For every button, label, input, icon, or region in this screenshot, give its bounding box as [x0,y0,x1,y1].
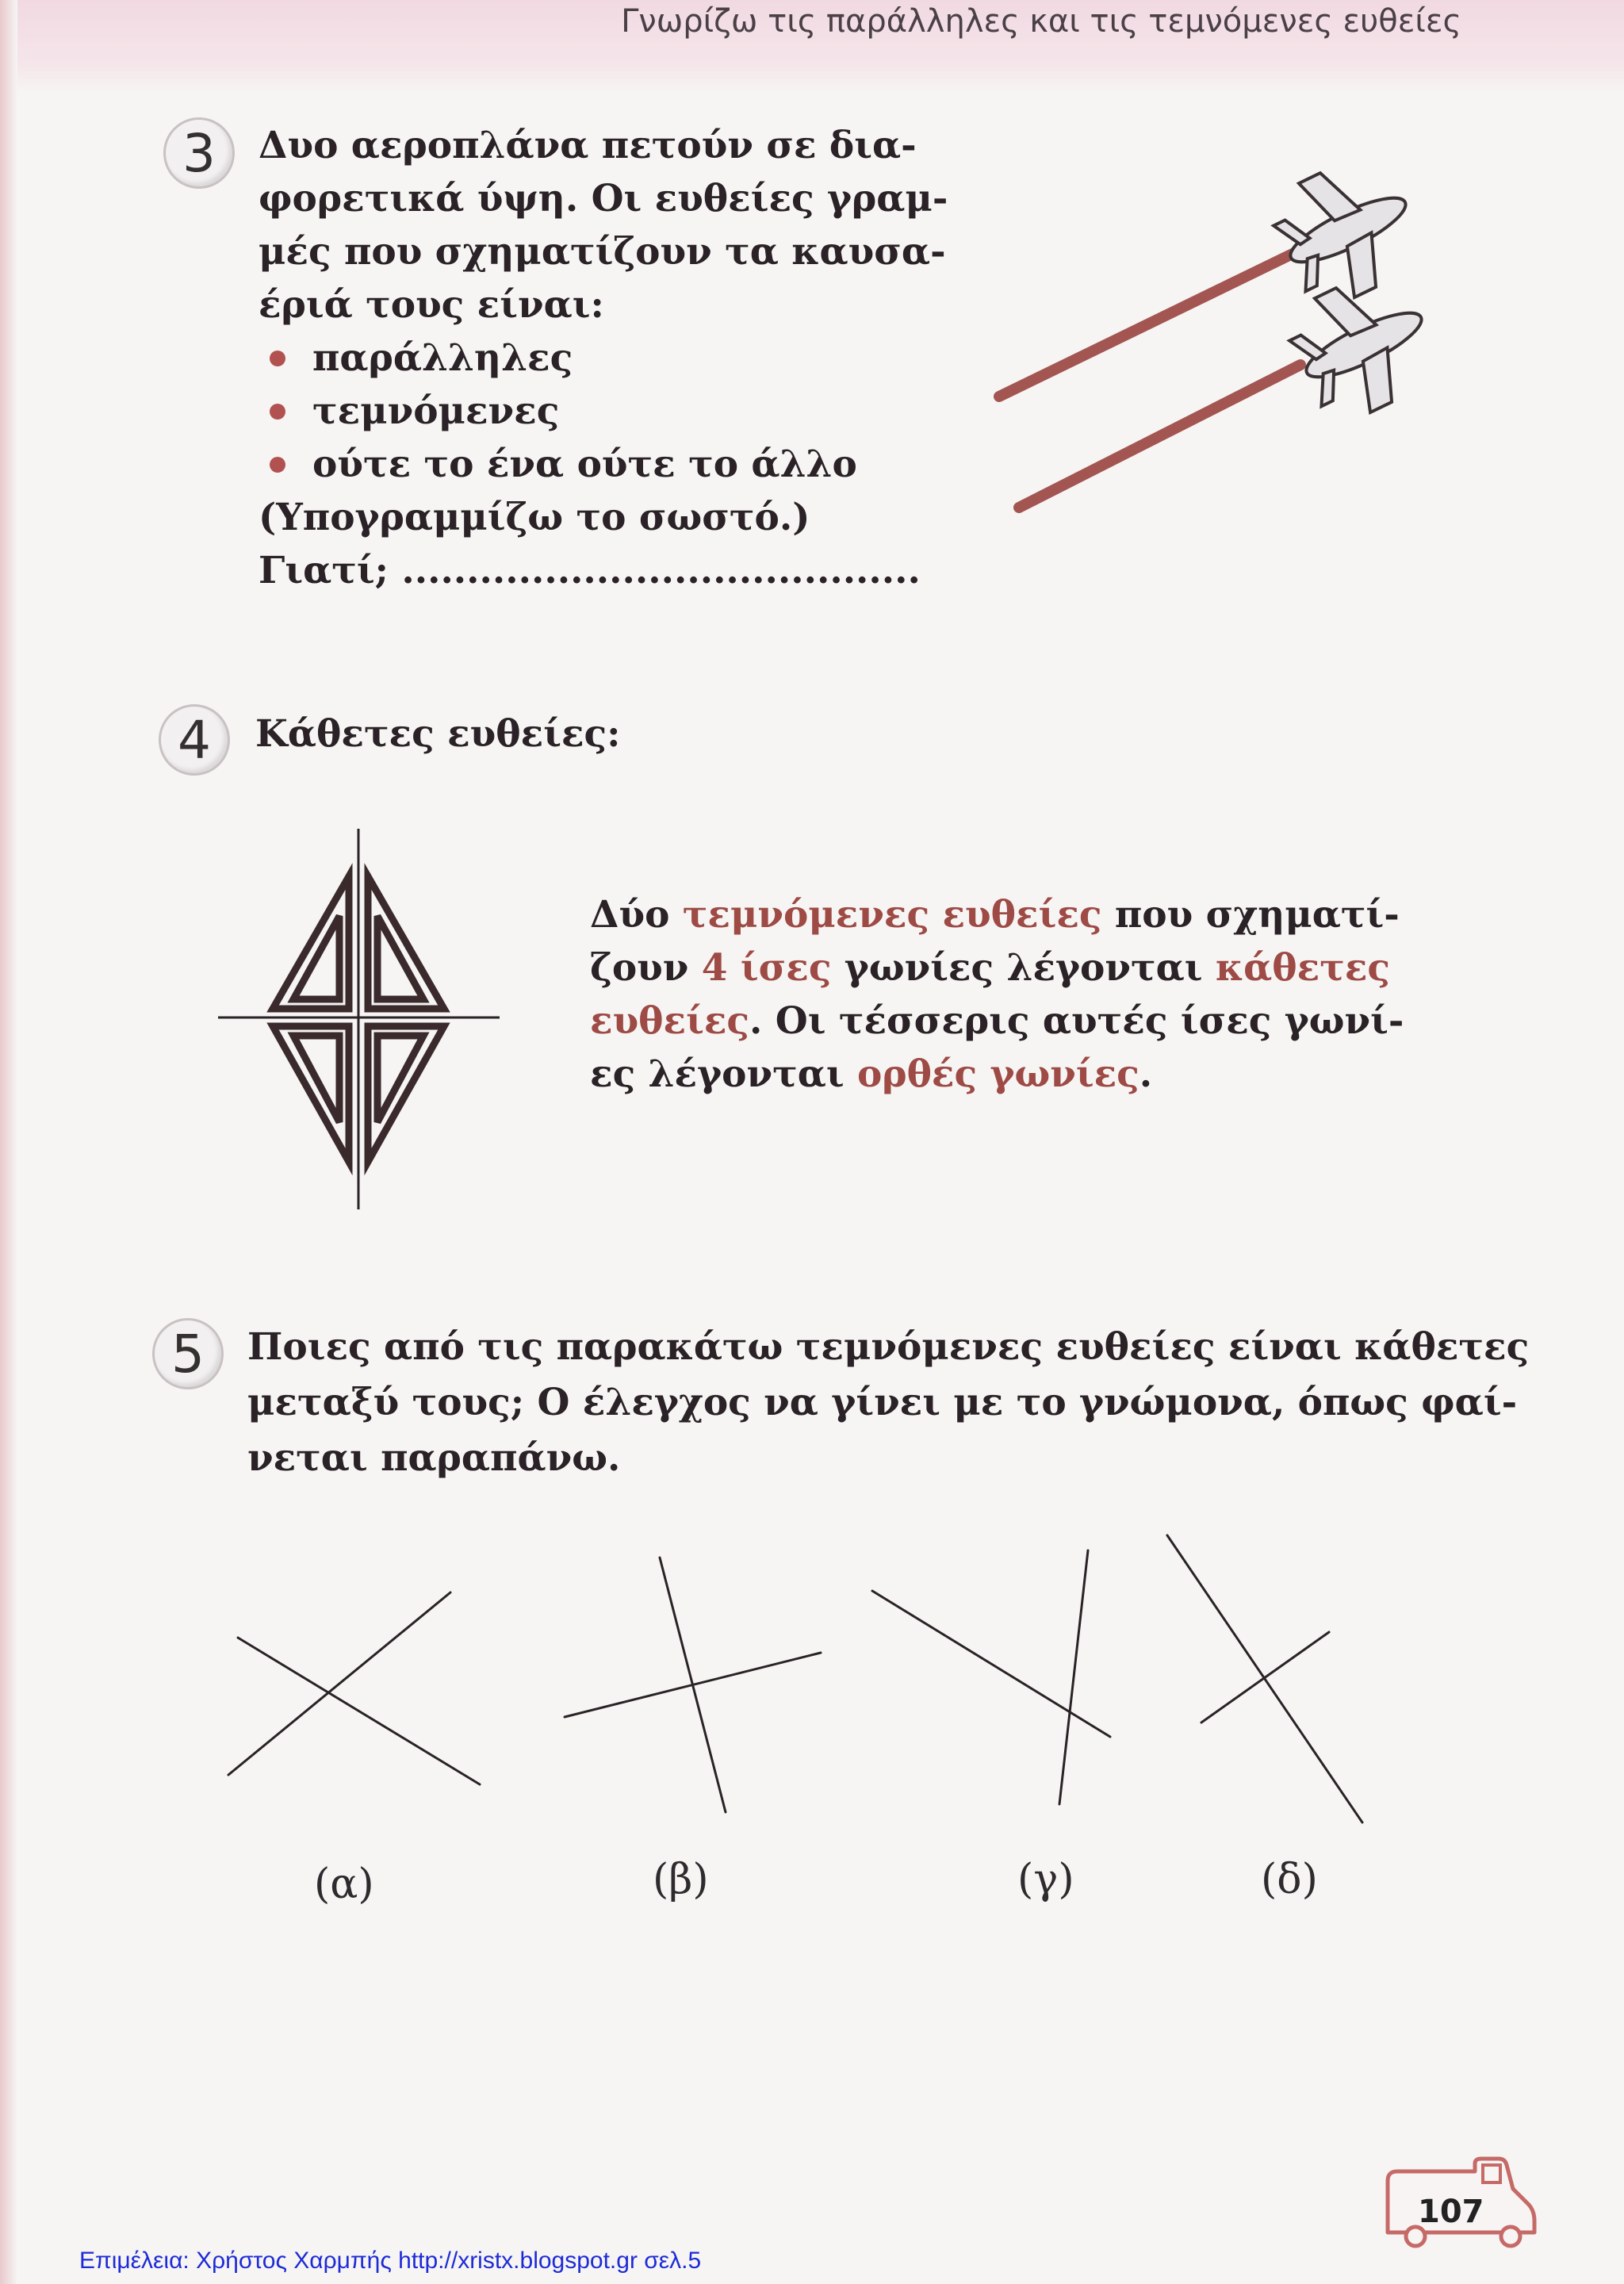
exercise-3-line: μές που σχηματίζουν τα καυσα- [259,230,946,274]
option-parallel[interactable]: παράλληλες [259,331,948,385]
caption-d: (δ) [1261,1856,1318,1903]
footer-credit[interactable]: Επιμέλεια: Χρήστος Χαρμπής http://xristx.blogspot.gr σελ.5 [79,2248,702,2274]
exercise-3-line: έριά τους είναι: [259,283,604,327]
bullet-icon [270,404,285,420]
bullet-icon [270,351,285,366]
line-pair-a [228,1592,480,1784]
line-pair-c [872,1550,1110,1804]
line-pair-d [1167,1535,1362,1822]
airplanes-illustration [975,167,1419,531]
line-pairs-figure [0,1507,1624,1840]
exercise-number-badge: 5 [152,1318,224,1389]
exercise-3-line: φορετικά ύψη. Οι ευθείες γραμ- [259,177,948,220]
option-intersecting[interactable]: τεμνόμενες [259,385,948,438]
exercise-5-text [247,1320,1529,1486]
airplane-icon [1262,145,1433,316]
exercise-3-line: Δυο αεροπλάνα πετούν σε δια- [259,124,917,167]
exercise-5-line: νεται παραπάνω. [247,1436,621,1480]
caption-b: (β) [653,1856,709,1903]
line-pair-b [565,1558,821,1812]
option-neither[interactable]: ούτε το ένα ούτε το άλλο [259,438,948,491]
contrail-line [999,254,1293,397]
why-answer-field[interactable]: Γιατί; ........................................ [259,549,921,592]
page-number: 107 [1418,2194,1484,2230]
definition-text: Δύο τεμνόμενες ευθείες που σχηματί- ζουν 4 ίσες γωνίες λέγονται κάθετες ευθείες. Οι τέσσερις αυτές ίσες γωνί- ες λέγονται ορθές γωνίες. [590,893,1404,1096]
caption-a: (α) [314,1861,374,1908]
exercise-5-line: Ποιες από τις παρακάτω τεμνόμενες ευθείες είναι κάθετες [247,1325,1530,1369]
contrail-line [1019,365,1300,508]
caption-c: (γ) [1017,1856,1074,1903]
perpendicular-diamond-figure [214,825,508,1213]
exercise-5-line: μεταξύ τους; Ο έλεγχος να γίνει με το γνώμονα, όπως φαί- [247,1381,1518,1424]
exercise-3-text [259,119,948,597]
exercise-number-badge: 3 [163,117,235,189]
exercise-4-title: Κάθετες ευθείες: [255,712,621,756]
instruction: (Υπογραμμίζω το σωστό.) [259,496,810,539]
page-edge [0,0,17,2284]
page-title: Γνωρίζω τις παράλληλες και τις τεμνόμενες ευθείες [621,3,1461,40]
bullet-icon [270,457,285,473]
exercise-number-badge: 4 [159,704,230,776]
